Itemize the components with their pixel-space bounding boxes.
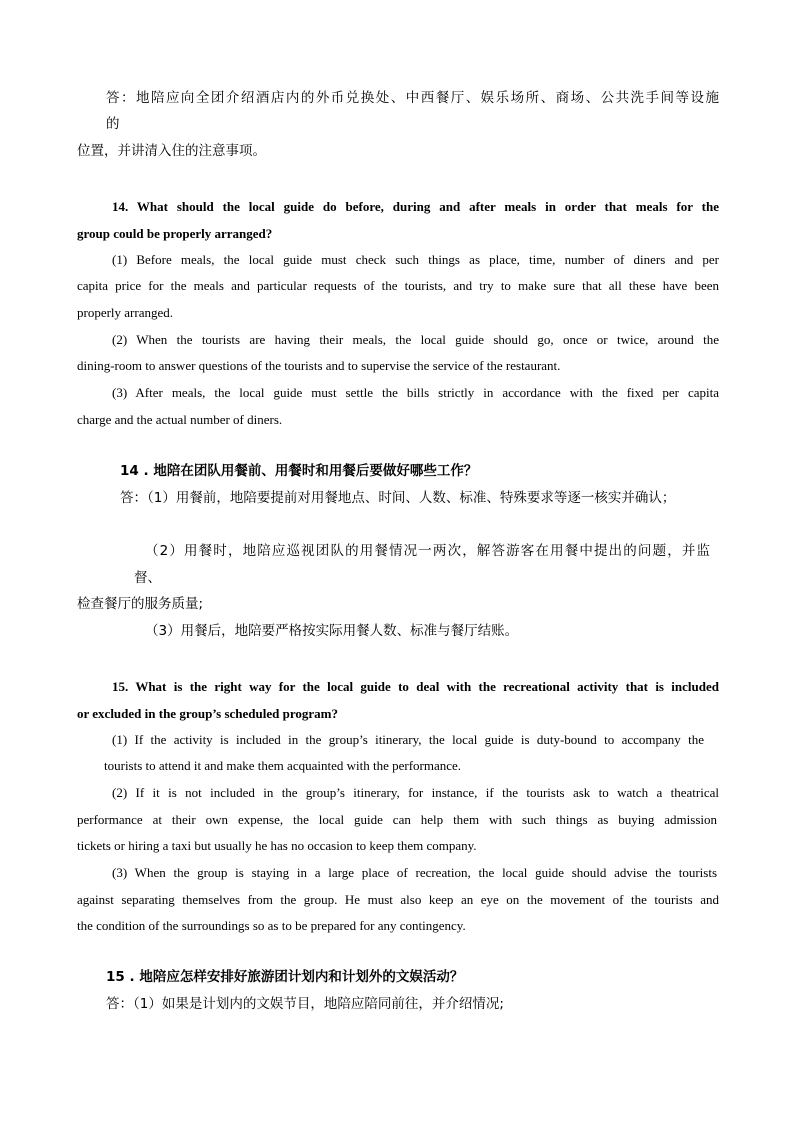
question-14-zh-title: 14 . 地陪在团队用餐前、用餐时和用餐后要做好哪些工作？ <box>120 463 478 479</box>
q15-point-1-line-2: tourists to attend it and make them acquainted with the performance. <box>104 758 462 773</box>
question-14-title-line-1: 14. What should the local guide do before, during and after meals in order that meals for the <box>112 199 719 214</box>
q14-zh-answer-2-line-2: 督、 <box>134 570 161 586</box>
q14-zh-answer-1: 答：（1）用餐前，地陪要提前对用餐地点、时间、人数、标准、特殊要求等逐一核实并确认； <box>120 490 676 506</box>
question-15-zh-title: 15 . 地陪应怎样安排好旅游团计划内和计划外的文娱活动？ <box>106 969 464 985</box>
q14-point-1-line-2: capita price for the meals and particular requests of the tourists, and try to make sure that all these have been <box>77 278 719 293</box>
q15-point-3-line-1: (3) When the group is staying in a large place of recreation, the local guide should advise the tourists <box>112 865 717 880</box>
question-15-title-line-2: or excluded in the group’s scheduled program? <box>77 706 338 721</box>
q15-point-2-line-3: tickets or hiring a taxi but usually he has no occasion to keep them company. <box>77 838 477 853</box>
q14-point-2-line-2: dining-room to answer questions of the tourists and to supervise the service of the restaurant. <box>77 358 561 373</box>
q14-zh-answer-2-line-1: （2）用餐时，地陪应巡视团队的用餐情况一两次，解答游客在用餐中提出的问题，并监 <box>145 543 710 559</box>
answer-13-line-2: 的 <box>106 116 120 132</box>
question-15-title-line-1: 15. What is the right way for the local guide to deal with the recreational activity that is included <box>112 679 719 694</box>
q14-point-2-line-1: (2) When the tourists are having their meals, the local guide should go, once or twice, around the <box>112 332 719 347</box>
q14-point-1-line-3: properly arranged. <box>77 305 174 320</box>
q14-zh-answer-2-line-3: 检查餐厅的服务质量; <box>77 596 204 612</box>
q14-point-1-line-1: (1) Before meals, the local guide must check such things as place, time, number of diners and per <box>112 252 719 267</box>
q15-point-2-line-1: (2) If it is not included in the group’s itinerary, for instance, if the tourists ask to watch a theatrical <box>112 785 719 800</box>
q15-point-1-line-1: (1) If the activity is included in the group’s itinerary, the local guide is duty-bound to accompany the <box>112 732 704 747</box>
q14-zh-answer-3: （3）用餐后，地陪要严格按实际用餐人数、标准与餐厅结账。 <box>145 623 519 639</box>
question-14-title-line-2: group could be properly arranged? <box>77 226 273 241</box>
q14-point-3-line-1: (3) After meals, the local guide must settle the bills strictly in accordance with the fixed per capita <box>112 385 719 400</box>
q15-zh-answer-1: 答：（1）如果是计划内的文娱节目，地陪应陪同前往，并介绍情况; <box>106 996 504 1012</box>
answer-13-line-3: 位置，并讲清入住的注意事项。 <box>77 143 266 159</box>
q14-point-3-line-2: charge and the actual number of diners. <box>77 412 283 427</box>
q15-point-3-line-3: the condition of the surroundings so as to be prepared for any contingency. <box>77 918 466 933</box>
q15-point-3-line-2: against separating themselves from the group. He must also keep an eye on the movement of the tourists and <box>77 892 719 907</box>
q15-point-2-line-2: performance at their own expense, the local guide can help them with such things as buying admission <box>77 812 717 827</box>
answer-13-line-1: 答：地陪应向全团介绍酒店内的外币兑换处、中西餐厅、娱乐场所、商场、公共洗手间等设施 <box>106 90 719 106</box>
